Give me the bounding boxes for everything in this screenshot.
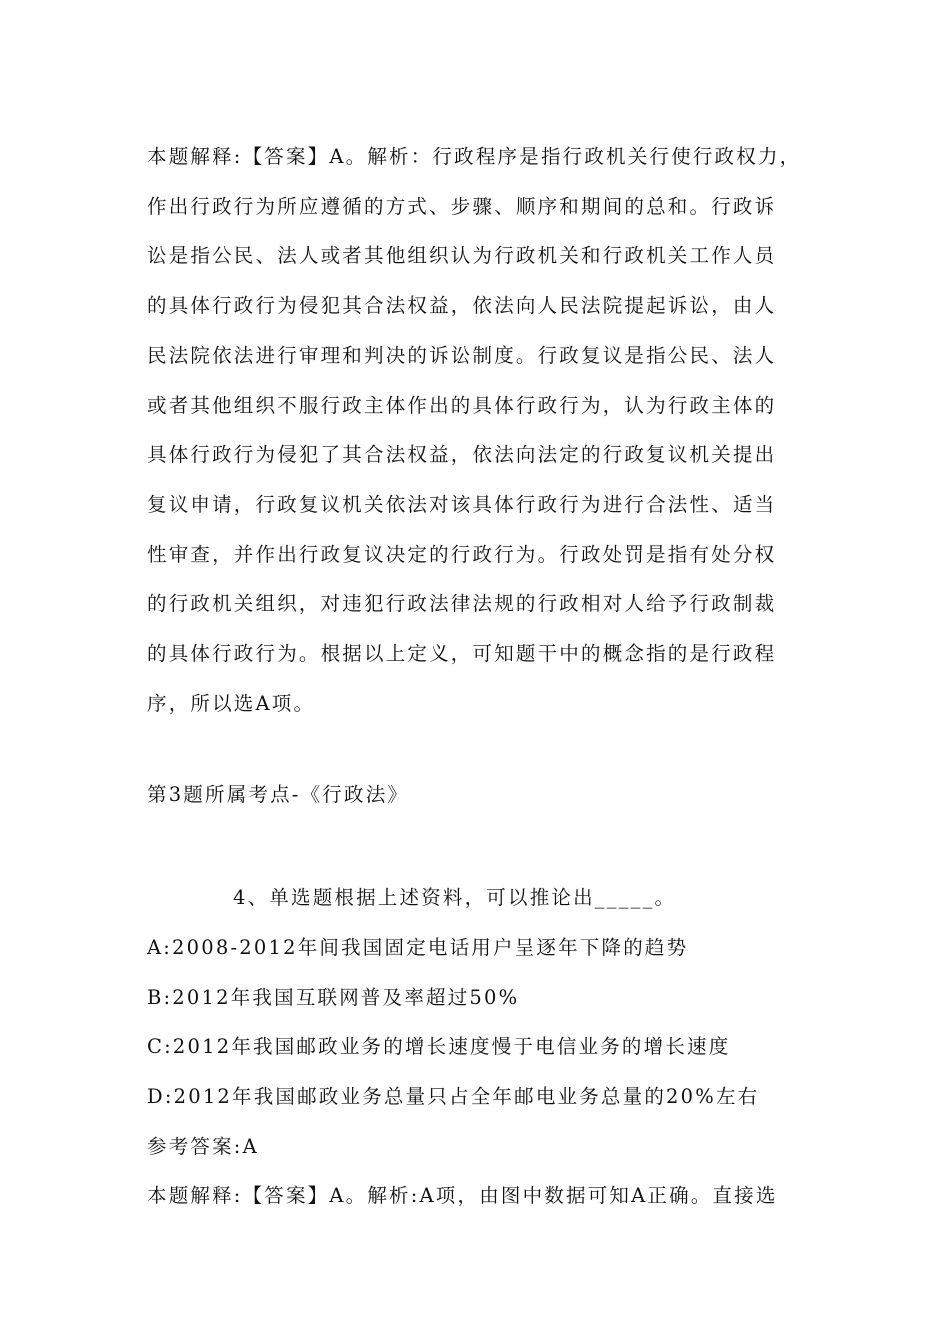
reference-answer: 参考答案:A	[147, 1134, 259, 1158]
topic-label: 第3题所属考点-《行政法》	[147, 783, 410, 807]
option-d: D:2012年我国邮政业务总量只占全年邮电业务总量的20%左右	[147, 1084, 760, 1108]
explanation-line: 的行政机关组织，对违犯行政法律法规的行政相对人给予行政制裁	[147, 592, 777, 616]
spacer	[147, 820, 807, 873]
question-stem: 4、单选题根据上述资料，可以推论出_____。	[233, 886, 677, 910]
explanation-line: 或者其他组织不服行政主体作出的具体行政行为，认为行政主体的	[147, 393, 777, 417]
explanation-question-4: 本题解释:【答案】A。解析:A项，由图中数据可知A正确。直接选	[147, 1184, 778, 1208]
explanation-line: 复议申请，行政复议机关依法对该具体行政行为进行合法性、适当	[147, 492, 777, 516]
explanation-line: 本题解释:【答案】A。解析：行政程序是指行政机关行使行政权力，	[147, 145, 802, 168]
document-page	[147, 132, 807, 1221]
explanation-line: 性审查，并作出行政复议决定的行政行为。行政处罚是指有处分权	[147, 542, 777, 566]
option-b: B:2012年我国互联网普及率超过50%	[147, 985, 520, 1009]
spacer	[147, 728, 807, 770]
explanation-line: 作出行政行为所应遵循的方式、步骤、顺序和期间的总和。行政诉	[147, 194, 777, 218]
option-c: C:2012年我国邮政业务的增长速度慢于电信业务的增长速度	[147, 1035, 731, 1059]
explanation-question-3	[147, 132, 807, 728]
explanation-line: 的具体行政行为侵犯其合法权益，依法向人民法院提起诉讼，由人	[147, 294, 777, 318]
explanation-line: 民法院依法进行审理和判决的诉讼制度。行政复议是指公民、法人	[147, 343, 777, 367]
explanation-line: 具体行政行为侵犯了其合法权益，依法向法定的行政复议机关提出	[147, 443, 777, 467]
explanation-line: 讼是指公民、法人或者其他组织认为行政机关和行政机关工作人员	[147, 244, 777, 268]
option-a: A:2008-2012年间我国固定电话用户呈逐年下降的趋势	[147, 935, 689, 959]
explanation-line: 序，所以选A项。	[147, 691, 316, 715]
explanation-line: 的具体行政行为。根据以上定义，可知题干中的概念指的是行政程	[147, 642, 777, 666]
